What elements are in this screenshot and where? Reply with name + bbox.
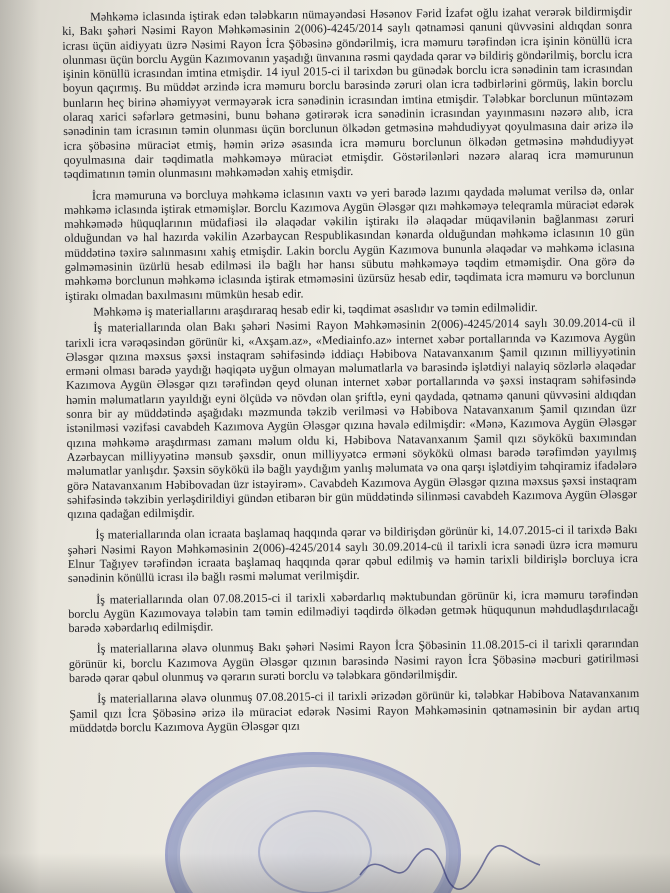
- paragraph-enforcement-start: İş materiallarında olan icraata başlamaq haqqında qərar və bildirişdən görünür ki, 14.07.2015-ci il tarixdə Bakı şəhəri Nəsimi Rayon Məhkəməsinin 2(006)-4245/2014 saylı 30.09.2014-cü il tarixli icra sənədi üzrə icra məmuru Elnur Tağıyev tərəfindən icraata başlamaq haqqında qərar qəbul edilmiş və həmin tarixli bildirişlə borcluya icra sənədinin könüllü icrası ilə bağlı rəsmi məlumat verilmişdir.: [67, 522, 638, 586]
- edge-shadow-bottom: [0, 853, 670, 893]
- paragraph-parties-absence: İcra məmuruna və borcluya məhkəmə iclasının vaxtı və yeri barədə lazımı qaydada məlumat verilsə də, onlar məhkəmə iclasında iştirak etməmişlər. Borclu Kazımova Aygün Ələsgər qızı məhkəməyə teleqramla müraciət edərək məhkəmədə hüquqlarının müdafiəsi ilə əlaqədar vəkilin iştirakı ilə əlaqədar müqavilənin bağlanması zəruri olduğundan və hal hazırda vəkilin Azərbaycan Respublikasından kənarda olduğundan məhkəmə iclasının 10 gün müddətinə təxirə salınmasını xahiş etmişdir. Lakin borclu Aygün Kazımova bununla əlaqədar və məhkəmə iclasına gəlməməsinin üzürlü hesab edilməsi ilə bağlı hər hansı sübutu məhkəməyə təqdim etməmişdir. Ona görə də məhkəmə borclunun məhkəmə iclasında iştirak etməməsini üzürsüz hesab edir, təqdimata icra məmuru və borclunun iştirakı olmadan baxılmasını mümkün hesab edir.: [64, 182, 635, 303]
- paragraph-warning-letter: İş materiallarında olan 07.08.2015-ci il tarixli xəbərdarlıq məktubundan görünür ki, icra məmuru tərəfindən borclu Aygün Kazımovaya tələbin tam təmin edilmədiyi təqdirdə ölkədən getmək hüququnun məhdudlaşdırılacağı barədə xəbərdarlıq edilmişdir.: [68, 586, 639, 636]
- paragraph-enforcement-sheet: İş materiallarında olan Bakı şəhəri Nəsimi Rayon Məhkəməsinin 2(006)-4245/2014 saylı 30.09.2014-cü il tarixli icra vərəqəsindən görünür ki, «Axşam.az», «Mediainfo.az» internet xəbər portallarında və Kazımova Aygün Ələsgər qızına məxsus şəxsi instaqram səhifəsində iddiaçı Həbibova Natavanxanım Şamil qızının milliyyətinin erməni olması barədə yaydığı həqiqətə uyğun olmayan məlumatlarla və barəsində işlətdiyi nalayiq sözlərlə əlaqədar Kazımova Aygün Ələsgər qızı tərəfindən qeyd olunan internet xəbər portallarında və şəxsi instaqram səhifəsində həmin məlumatların yayıldığı eyni ölçüdə və növdən olan şriftlə, eyni qaydada, qətnamə qanuni qüvvəsini aldıqdan sonra bir ay müddətində aşağıdakı məzmunda təkzib verilməsi və Həbibova Natavanxanım Şamil qızından üzr istənilməsi vəzifəsi cavabdeh Kazımova Aygün Ələsgər qızına həvalə edilmişdir: «Mənə, Kazımova Aygün Ələsgər qızına məhkəmə araşdırması zamanı məlum oldu ki, Həbibova Natavanxanım Şamil qızı söykökü baxımından Azərbaycan milliyyətinə mənsub şəxsdir, onun milliyyətcə erməni söykökü olması barədə tərəfimdən yayılmış məlumatlar yanlışdır. Şəxsin söykökü ilə bağlı yaydığım yanlış məlumata və ona qarşı işlətdiyim təhqiramiz ifadələrə görə Natavanxanım Həbibovadan üzr istəyirəm». Cavabdeh Kazımova Aygün Ələsgər qızına məxsus şəxsi instaqram səhifəsində təkzibin yerləşdirildiyi gündən etibarən bir gün müddətində silinməsi cavabdeh Kazımova Aygün Ələsgər qızına qadağan edilmişdir.: [65, 315, 638, 522]
- court-document-text: [62, 4, 640, 735]
- paragraph-forced-appearance: İş materiallarına əlavə olunmuş Bakı şəhəri Nəsimi Rayon İcra Şöbəsinin 11.08.2015-ci il tarixli qərarından görünür ki, borclu Kazımova Aygün Ələsgər qızının barəsində Nəsimi rayon İcra Şöbəsinə məcburi gətirilməsi barədə qərar qəbul olunmuş və qərarın surəti borclu və tələbkara göndərilmişdir.: [68, 636, 639, 686]
- edge-shadow-left: [0, 0, 40, 893]
- paragraph-claimant-application: İş materiallarına əlavə olunmuş 07.08.2015-ci il tarixli ərizədən görünür ki, tələbkar Həbibova Natavanxanım Şamil qızı İcra Şöbəsinə ərizə ilə müraciət edərək Nəsimi Rayon Məhkəməsinin qətnaməsinin bir aydan artıq müddətdə borclu Kazımova Aygün Ələsgər qızı: [69, 686, 640, 735]
- paragraph-court-assessment: Məhkəmə iş materiallarını araşdıraraq hesab edir ki, təqdimat əsaslıdır və təmin edilməlidir.: [93, 299, 538, 319]
- paragraph-representative-explanation: Məhkəmə iclasında iştirak edən tələbkarın nümayəndəsi Həsənov Fərid İzafət oğlu izahat verərək bildirmişdir ki, Bakı şəhəri Nəsimi Rayon Məhkəməsinin 2(006)-4245/2014 saylı qətnaməsi qanuni qüvvəsini aldıqdan sonra icrası üçün aidiyyatı üzrə Nəsimi Rayon İcra Şöbəsinə göndərilmiş, icra məmuru tərəfindən icra işinin könüllü icra olunması üçün borclu Aygün Kazımovanın yaşadığı ünvanına rəsmi qaydada qərar və bildiriş göndərilmiş, borclu icra işinin könüllü icrasından imtina etmişdir. 14 iyul 2015-ci il tarixdən bu günədək borclu icra sənədinin tam icrasından boyun qaçırmış. Bu müddət ərzində icra məmuru borclu barəsində zəruri olan icra tədbirlərini görmüş, lakin borclu bunların heç birinə əhəmiyyət verməyərək icra sənədinin icrasından imtina etmişdir. Tələbkar borclunun müntəzəm olaraq xarici səfərlərə getməsini, bunu bəhanə gətirərək icra sənədinin icrasından yayınmasını nəzərə alıb, icra sənədinin tam icrasının təmin olunması üçün borclunun ölkədən getməsinə məhdudiyyət qoyulmasına dair ərizə ilə icra şöbəsinə müraciət etmiş, həmin ərizə əsasında icra məmuru borclunun ölkədən getməsinə məhdudiyyət qoyulmasına dair təqdimatla məhkəməyə müraciət etmişdir. Göstərilənləri nəzərə alaraq icra məmurunun təqdimatının təmin olunmasını məhkəmədən xahiş etmişdir.: [62, 4, 634, 182]
